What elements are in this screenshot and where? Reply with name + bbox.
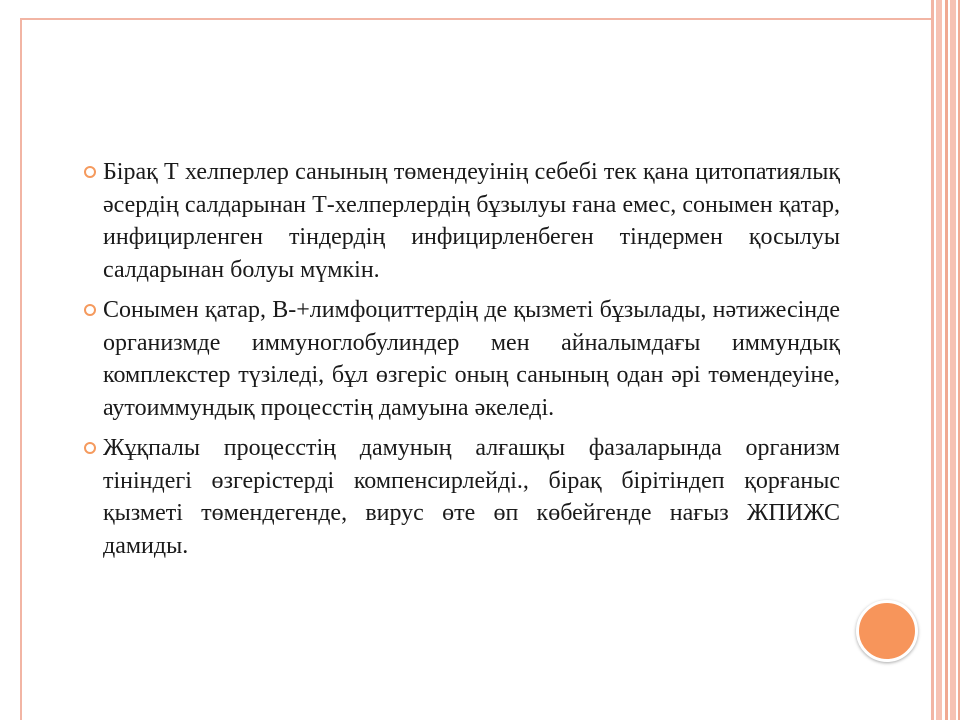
list-item	[84, 432, 840, 562]
decorative-circle	[856, 600, 918, 662]
bullet-ring-icon	[84, 304, 96, 316]
stripe	[950, 0, 956, 720]
stripe	[931, 0, 934, 720]
bullet-ring-icon	[84, 442, 96, 454]
bullet-list	[84, 156, 840, 570]
list-item	[84, 294, 840, 424]
bullet-ring-icon	[84, 166, 96, 178]
decorative-stripes	[928, 0, 960, 720]
stripe	[936, 0, 942, 720]
list-item	[84, 156, 840, 286]
bullet-text: Сонымен қатар, В-+лимфоциттердің де қызметі бұзылады, нәтижесінде организмде иммуноглобулиндер мен айналымдағы иммундық комплекстер түзіледі, бұл өзгеріс оның санының одан әрі төмендеуіне, аутоиммундық процесстің дамуына әкеледі.	[103, 297, 840, 421]
bullet-text: Жұқпалы процесстің дамуның алғашқы фазаларында организм тініндегі өзгерістерді компенсирлейді., бірақ бірітіндеп қорғаныс қызметі төмендегенде, вирус өте өп көбейгенде нағыз ЖПИЖС дамиды.	[103, 435, 840, 559]
bullet-text: Бірақ Т хелперлер санының төмендеуінің себебі тек қана цитопатиялық әсердің салдарынан Т-хелперлердің бұзылуы ғана емес, сонымен қатар, инфицирленген тіндердің инфицирленбеген тіндермен қосылуы салдарынан болуы мүмкін.	[103, 159, 840, 283]
stripe	[945, 0, 948, 720]
